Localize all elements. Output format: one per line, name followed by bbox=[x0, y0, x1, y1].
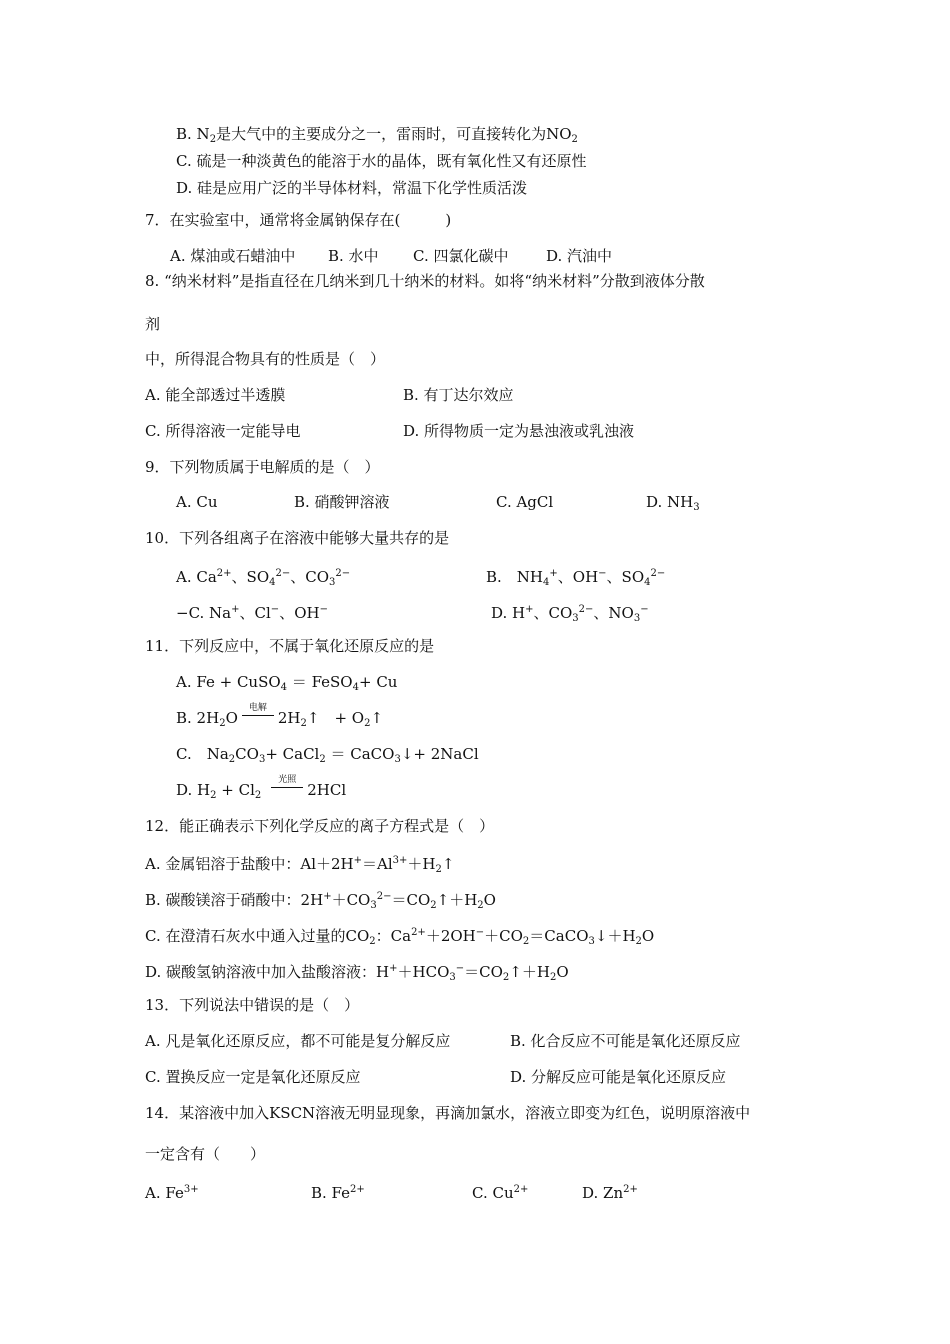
subscript: 2 bbox=[477, 900, 484, 911]
q12-option-c bbox=[145, 923, 654, 952]
subscript: 4 bbox=[269, 577, 276, 588]
subscript: 2 bbox=[219, 718, 226, 729]
superscript: 3+ bbox=[392, 855, 408, 866]
q7-option-d: D. 汽油中 bbox=[546, 247, 613, 265]
superscript: 2+ bbox=[411, 927, 426, 938]
q9-option-d bbox=[646, 492, 700, 518]
subscript: 2 bbox=[369, 936, 376, 947]
subscript: 2 bbox=[571, 134, 578, 145]
text: 、CO bbox=[533, 604, 573, 622]
q6-option-b-text: B. N bbox=[176, 125, 210, 143]
subscript: 2 bbox=[522, 936, 530, 947]
q13-option-c: C. 置换反应一定是氧化还原反应 bbox=[145, 1068, 361, 1086]
q12-stem: 12．能正确表示下列化学反应的离子方程式是（ ） bbox=[145, 817, 495, 835]
text: ↑ bbox=[441, 855, 455, 873]
superscript: 2− bbox=[275, 568, 291, 579]
text: A. Fe bbox=[145, 1184, 184, 1202]
text: O bbox=[556, 963, 569, 981]
q9-option-c: C. AgCl bbox=[496, 493, 554, 511]
text: B. 2H bbox=[176, 709, 220, 727]
subscript: 2 bbox=[435, 864, 442, 875]
text: ＋CO bbox=[484, 927, 523, 945]
q11-stem: 11．下列反应中，不属于氧化还原反应的是 bbox=[145, 637, 435, 655]
text: D. Zn bbox=[582, 1184, 624, 1202]
subscript: 3 bbox=[394, 754, 401, 765]
condition-line bbox=[242, 715, 274, 716]
q8-stem-line3: 中，所得混合物具有的性质是（ ） bbox=[145, 350, 386, 368]
condition-label: 电解 bbox=[248, 703, 267, 713]
q8-option-b: B. 有丁达尔效应 bbox=[403, 386, 514, 404]
subscript: 2 bbox=[502, 972, 510, 983]
superscript: − bbox=[640, 604, 649, 615]
superscript: 2+ bbox=[216, 568, 232, 579]
text: D. H bbox=[176, 781, 211, 799]
text: 、NO bbox=[593, 604, 634, 622]
q7-option-a: A. 煤油或石蜡油中 bbox=[170, 247, 296, 265]
q10-option-b bbox=[486, 564, 665, 593]
q11-option-b bbox=[176, 703, 384, 734]
text: D. H bbox=[491, 604, 526, 622]
q9-stem: 9．下列物质属于电解质的是（ ） bbox=[145, 458, 380, 476]
superscript: + bbox=[549, 568, 558, 579]
text: O bbox=[483, 891, 496, 909]
text: A. Ca bbox=[176, 568, 217, 586]
text: −C. Na bbox=[176, 604, 232, 622]
q13-option-b: B. 化合反应不可能是氧化还原反应 bbox=[510, 1032, 741, 1050]
text: ＝CaCO bbox=[529, 927, 589, 945]
q6-option-d: D. 硅是应用广泛的半导体材料，常温下化学性质活泼 bbox=[176, 179, 528, 197]
q8-stem-line1: 8. “纳米材料”是指直径在几纳米到几十纳米的材料。如将“纳米材料”分散到液体分散 bbox=[145, 272, 705, 290]
text: A. 金属铝溶于盐酸中：Al＋2H bbox=[145, 855, 354, 873]
superscript: 2+ bbox=[623, 1184, 638, 1195]
q14-stem-line1: 14．某溶液中加入KSCN溶液无明显现象，再滴加氯水，溶液立即变为红色，说明原溶液中 bbox=[145, 1104, 751, 1122]
subscript: 2 bbox=[254, 790, 262, 801]
subscript: 2 bbox=[430, 900, 437, 911]
superscript: 2− bbox=[578, 604, 594, 615]
text: ＝CO bbox=[464, 963, 503, 981]
q9-option-b: B. 硝酸钾溶液 bbox=[294, 493, 390, 511]
subscript: 2 bbox=[549, 972, 557, 983]
text: CO bbox=[235, 745, 259, 763]
subscript: 2 bbox=[228, 754, 236, 765]
superscript: − bbox=[598, 568, 607, 579]
text: C. Na bbox=[176, 745, 229, 763]
superscript: 2+ bbox=[350, 1184, 365, 1195]
subscript: 4 bbox=[644, 577, 651, 588]
subscript: 2 bbox=[635, 936, 642, 947]
q13-option-d: D. 分解反应可能是氧化还原反应 bbox=[510, 1068, 727, 1086]
text: B. NH bbox=[486, 568, 543, 586]
q10-stem: 10．下列各组离子在溶液中能够大量共存的是 bbox=[145, 529, 450, 547]
text: + CaCl bbox=[265, 745, 320, 763]
subscript: 2 bbox=[300, 718, 307, 729]
superscript: 3+ bbox=[183, 1184, 199, 1195]
text: A. Fe + CuSO bbox=[176, 673, 281, 691]
text: C. 在澄清石灰水中通入过量的CO bbox=[145, 927, 370, 945]
q7-option-c: C. 四氯化碳中 bbox=[413, 247, 509, 265]
superscript: + bbox=[353, 855, 363, 866]
text: 、SO bbox=[606, 568, 645, 586]
text: ＋CO bbox=[331, 891, 371, 909]
q6-option-b bbox=[176, 124, 578, 150]
q6-option-b-text: 是大气中的主要成分之一，雷雨时，可直接转化为NO bbox=[216, 125, 572, 143]
text: C. Cu bbox=[472, 1184, 514, 1202]
text: 、OH bbox=[557, 568, 599, 586]
subscript: 2 bbox=[210, 790, 217, 801]
text: ＝Al bbox=[362, 855, 393, 873]
q10-option-c bbox=[176, 600, 328, 623]
q11-option-c bbox=[176, 744, 479, 770]
condition-label: 光照 bbox=[278, 775, 297, 785]
subscript: 2 bbox=[319, 754, 326, 765]
text: ＝ FeSO bbox=[287, 673, 353, 691]
q8-option-a: A. 能全部透过半透膜 bbox=[145, 386, 286, 404]
superscript: − bbox=[455, 963, 465, 974]
superscript: + bbox=[389, 963, 398, 974]
q8-stem-line2: 剂 bbox=[145, 315, 161, 333]
q12-option-a bbox=[145, 851, 454, 880]
subscript: 3 bbox=[449, 972, 456, 983]
text: ＋2OH bbox=[425, 927, 476, 945]
subscript: 4 bbox=[352, 682, 359, 693]
condition-line bbox=[271, 787, 303, 788]
q7-stem: 7．在实验室中，通常将金属钠保存在( ) bbox=[145, 211, 452, 229]
q8-option-c: C. 所得溶液一定能导电 bbox=[145, 422, 301, 440]
q8-option-d: D. 所得物质一定为悬浊液或乳浊液 bbox=[403, 422, 635, 440]
text: ↑ + O bbox=[306, 709, 365, 727]
text: 、Cl bbox=[239, 604, 271, 622]
text: + Cu bbox=[358, 673, 398, 691]
superscript: 2− bbox=[650, 568, 666, 579]
text: ＋HCO bbox=[397, 963, 450, 981]
superscript: 2+ bbox=[513, 1184, 529, 1195]
superscript: − bbox=[319, 604, 328, 615]
q14-option-a bbox=[145, 1180, 199, 1203]
text: ↑＋H bbox=[436, 891, 478, 909]
text: 、SO bbox=[231, 568, 270, 586]
text: ＝CO bbox=[391, 891, 431, 909]
text: D. 碳酸氢钠溶液中加入盐酸溶液：H bbox=[145, 963, 390, 981]
q9-option-a: A. Cu bbox=[176, 493, 218, 511]
text: ↑＋H bbox=[509, 963, 550, 981]
text: ↓＋H bbox=[594, 927, 636, 945]
text: 2HCl bbox=[307, 781, 347, 799]
q10-option-a bbox=[176, 564, 350, 593]
subscript: 2 bbox=[364, 718, 371, 729]
q12-option-b bbox=[145, 887, 496, 916]
reaction-condition-arrow bbox=[271, 775, 303, 800]
superscript: + bbox=[323, 891, 332, 902]
subscript: 3 bbox=[693, 502, 700, 513]
q9-option-d-text: D. NH bbox=[646, 493, 694, 511]
q14-option-c bbox=[472, 1180, 528, 1203]
superscript: − bbox=[475, 927, 485, 938]
q13-stem: 13．下列说法中错误的是（ ） bbox=[145, 996, 360, 1014]
subscript: 3 bbox=[329, 577, 336, 588]
q14-option-d bbox=[582, 1180, 638, 1203]
text: 、CO bbox=[290, 568, 330, 586]
text: B. Fe bbox=[311, 1184, 351, 1202]
text: O bbox=[641, 927, 655, 945]
q11-option-a bbox=[176, 672, 397, 698]
subscript: 3 bbox=[258, 754, 266, 765]
text: ＝ CaCO bbox=[325, 745, 395, 763]
superscript: 2− bbox=[376, 891, 392, 902]
q11-option-d bbox=[176, 775, 347, 806]
text: 2H bbox=[277, 709, 301, 727]
q12-option-d bbox=[145, 959, 569, 988]
superscript: + bbox=[525, 604, 534, 615]
q7-option-b: B. 水中 bbox=[328, 247, 379, 265]
text: O bbox=[225, 709, 238, 727]
text: ＋H bbox=[407, 855, 436, 873]
q14-stem-line2: 一定含有（ ） bbox=[145, 1145, 266, 1163]
text: ：Ca bbox=[375, 927, 412, 945]
superscript: − bbox=[270, 604, 280, 615]
text: 、OH bbox=[279, 604, 320, 622]
text: ↑ bbox=[370, 709, 384, 727]
q10-option-d bbox=[491, 600, 649, 629]
q13-option-a: A. 凡是氧化还原反应，都不可能是复分解反应 bbox=[145, 1032, 451, 1050]
subscript: 3 bbox=[588, 936, 595, 947]
subscript: 4 bbox=[280, 682, 288, 693]
subscript: 3 bbox=[370, 900, 377, 911]
q6-option-c: C. 硫是一种淡黄色的能溶于水的晶体，既有氧化性又有还原性 bbox=[176, 152, 587, 170]
subscript: 4 bbox=[543, 577, 550, 588]
text: B. 碳酸镁溶于硝酸中：2H bbox=[145, 891, 324, 909]
q14-option-b bbox=[311, 1180, 365, 1203]
text: ↓+ 2NaCl bbox=[400, 745, 479, 763]
text: + Cl bbox=[216, 781, 255, 799]
superscript: + bbox=[231, 604, 240, 615]
reaction-condition-arrow bbox=[242, 703, 274, 728]
subscript: 3 bbox=[633, 613, 641, 624]
subscript: 3 bbox=[572, 613, 579, 624]
superscript: 2− bbox=[335, 568, 351, 579]
subscript: 2 bbox=[209, 134, 217, 145]
